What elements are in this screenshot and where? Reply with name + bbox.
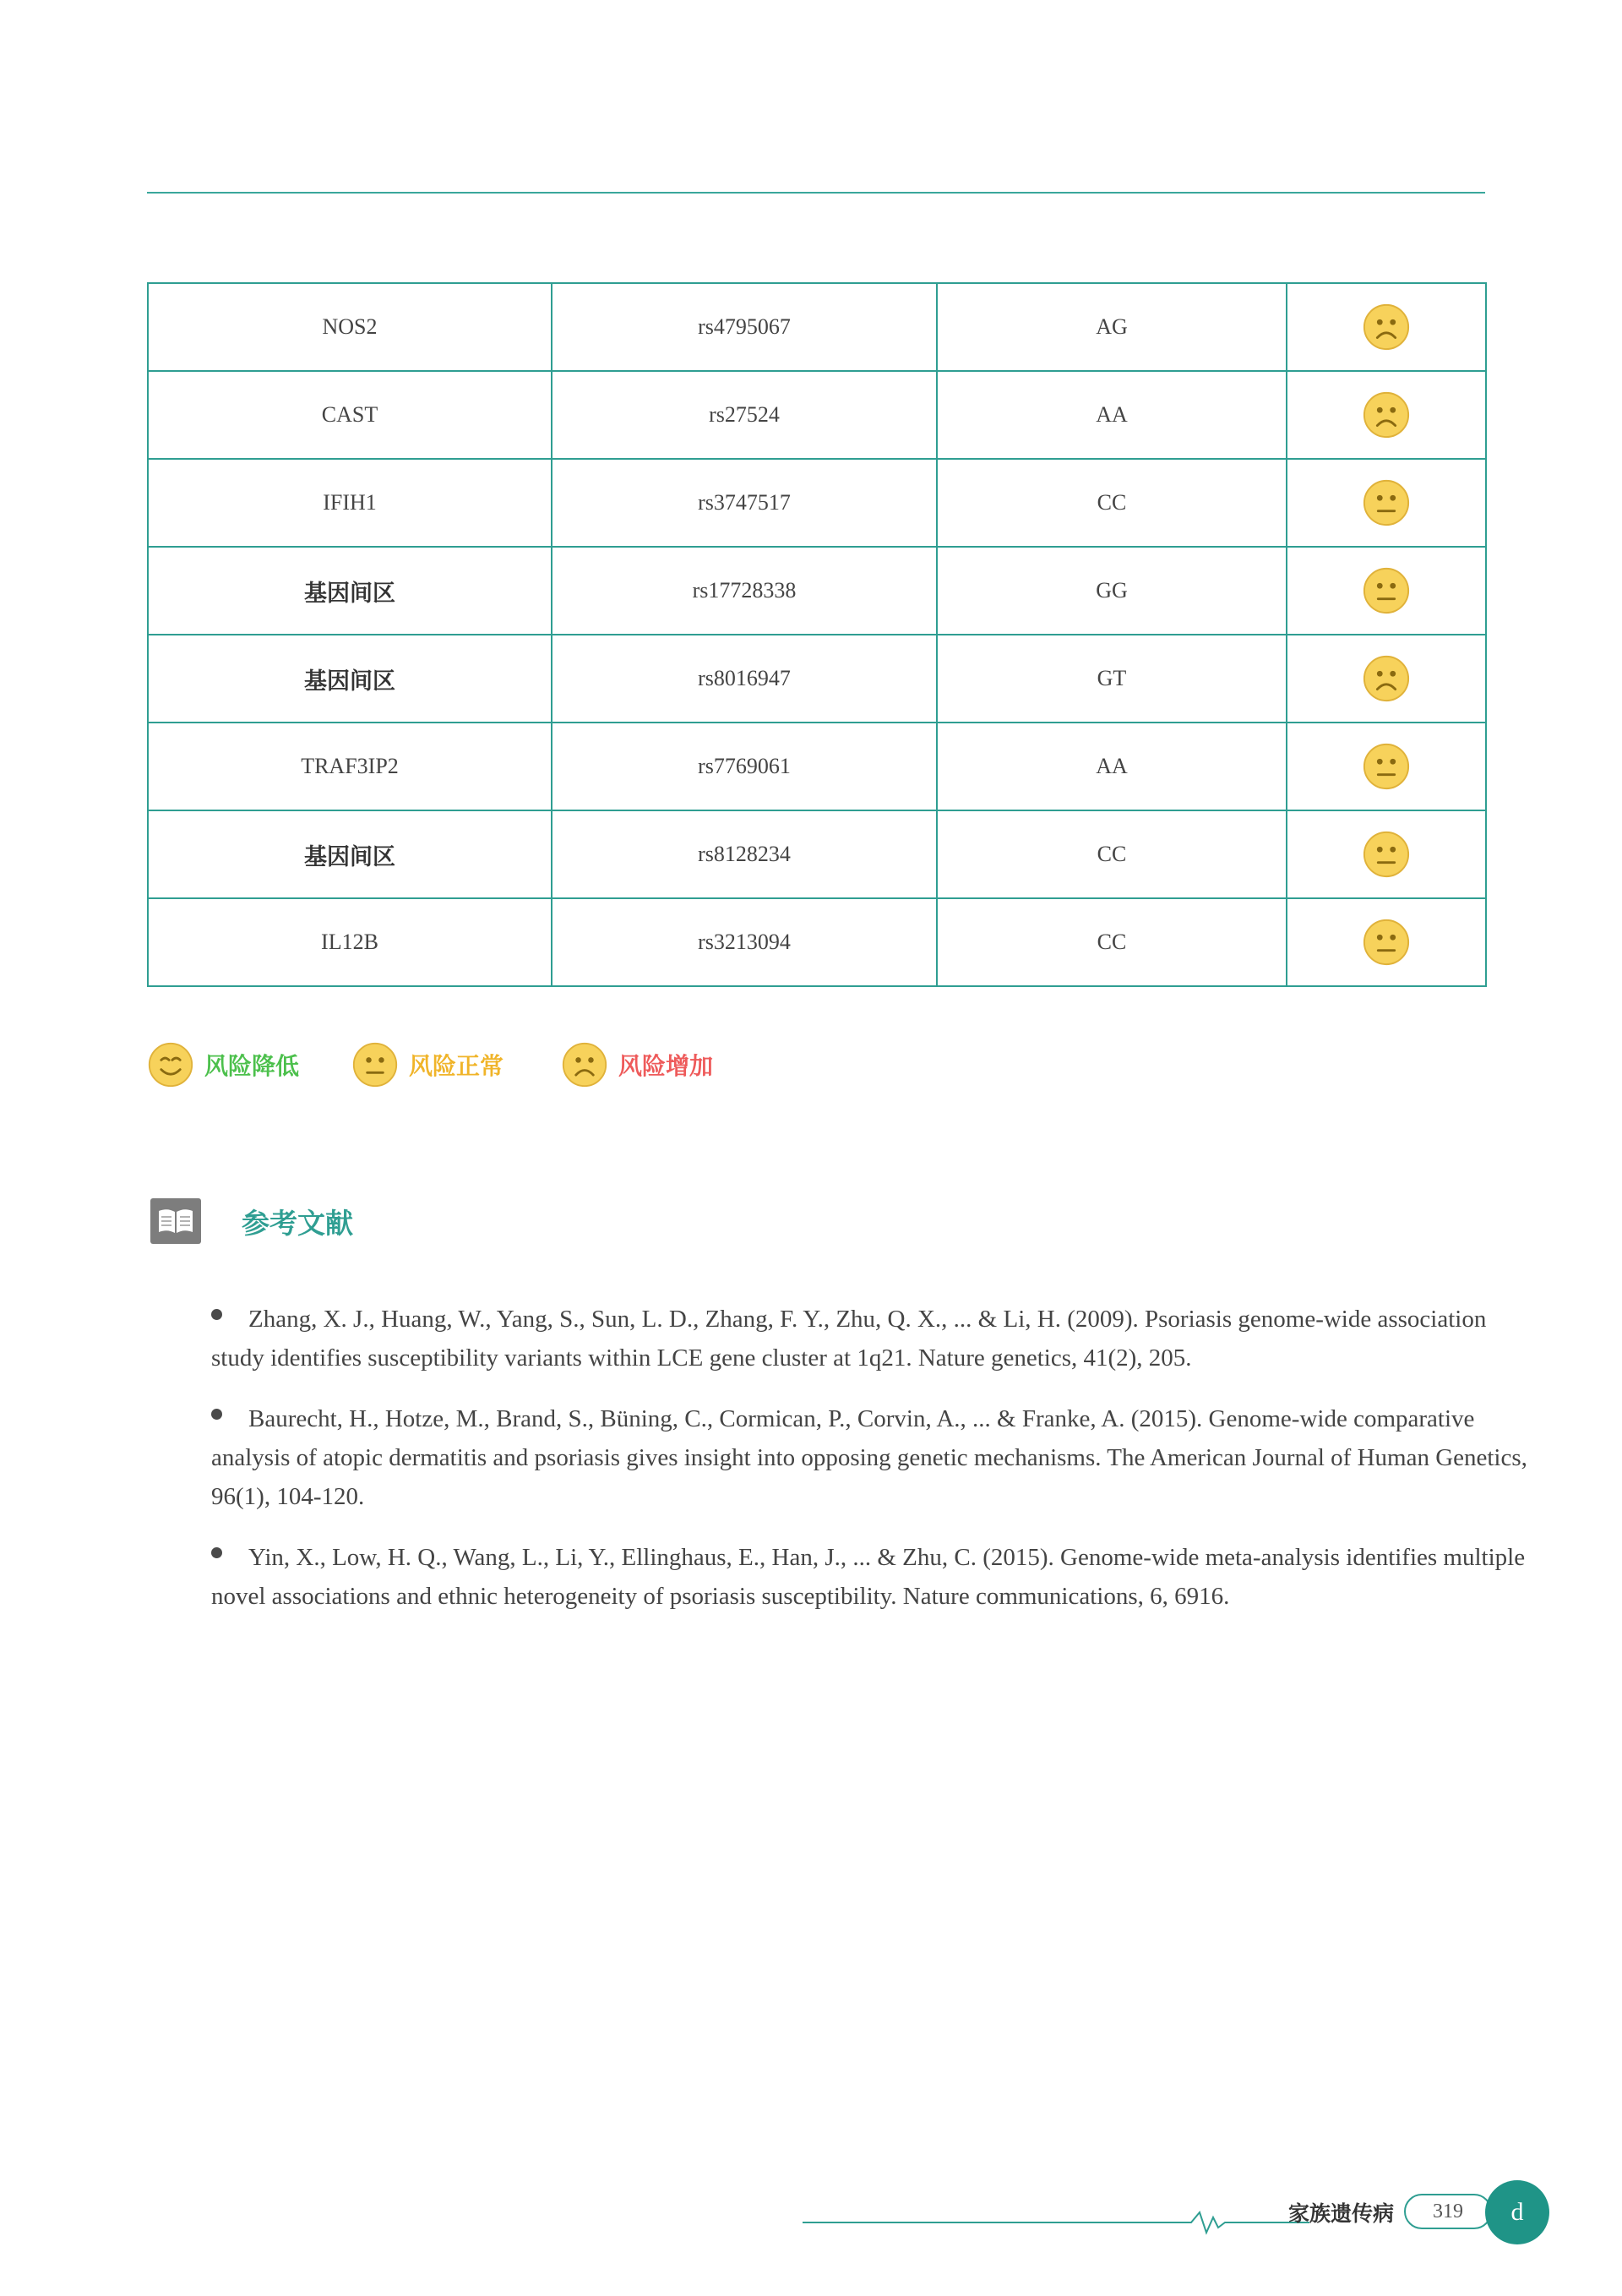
risk-cell bbox=[1287, 459, 1486, 547]
gene-cell: 基因间区 bbox=[148, 635, 552, 723]
bullet-icon bbox=[211, 1547, 222, 1558]
reference-item bbox=[211, 1538, 1538, 1616]
genotype-cell: CC bbox=[937, 898, 1287, 986]
sad-face-icon bbox=[1362, 303, 1411, 352]
sad-face-icon bbox=[1362, 390, 1411, 439]
header-rule bbox=[147, 192, 1485, 194]
genotype-cell: CC bbox=[937, 810, 1287, 898]
risk-cell bbox=[1287, 283, 1486, 371]
gene-cell: CAST bbox=[148, 371, 552, 459]
book-icon bbox=[150, 1198, 201, 1244]
snp-cell: rs8016947 bbox=[552, 635, 937, 723]
snp-cell: rs27524 bbox=[552, 371, 937, 459]
table-row bbox=[148, 547, 1486, 635]
neutral-face-icon bbox=[1362, 742, 1411, 791]
legend-label-decreased: 风险降低 bbox=[204, 1052, 300, 1080]
footer-pulse-line bbox=[803, 2206, 1309, 2239]
smile-face-icon bbox=[147, 1041, 194, 1088]
genotype-cell: AA bbox=[937, 371, 1287, 459]
table-row bbox=[148, 283, 1486, 371]
page-number: 319 bbox=[1404, 2194, 1492, 2229]
snp-cell: rs8128234 bbox=[552, 810, 937, 898]
risk-cell bbox=[1287, 810, 1486, 898]
bullet-icon bbox=[211, 1309, 222, 1320]
reference-item bbox=[211, 1399, 1538, 1516]
bullet-icon bbox=[211, 1409, 222, 1420]
genotype-cell: CC bbox=[937, 459, 1287, 547]
table-row bbox=[148, 635, 1486, 723]
risk-cell bbox=[1287, 547, 1486, 635]
genotype-cell: GG bbox=[937, 547, 1287, 635]
legend-item-increased bbox=[561, 1041, 713, 1088]
table-row bbox=[148, 810, 1486, 898]
gene-cell: 基因间区 bbox=[148, 547, 552, 635]
legend-label-normal: 风险正常 bbox=[409, 1052, 504, 1080]
neutral-face-icon bbox=[351, 1041, 399, 1088]
genotype-cell: AG bbox=[937, 283, 1287, 371]
legend-item-decreased bbox=[147, 1041, 299, 1088]
table-row bbox=[148, 371, 1486, 459]
gene-cell: IL12B bbox=[148, 898, 552, 986]
neutral-face-icon bbox=[1362, 566, 1411, 615]
gene-cell: 基因间区 bbox=[148, 810, 552, 898]
snp-cell: rs17728338 bbox=[552, 547, 937, 635]
neutral-face-icon bbox=[1362, 830, 1411, 879]
risk-cell bbox=[1287, 371, 1486, 459]
snp-cell: rs3213094 bbox=[552, 898, 937, 986]
gene-cell: TRAF3IP2 bbox=[148, 723, 552, 810]
table-row bbox=[148, 898, 1486, 986]
genotype-table bbox=[147, 282, 1487, 987]
snp-cell: rs4795067 bbox=[552, 283, 937, 371]
risk-cell bbox=[1287, 635, 1486, 723]
genotype-cell: GT bbox=[937, 635, 1287, 723]
snp-cell: rs7769061 bbox=[552, 723, 937, 810]
sad-face-icon bbox=[1362, 654, 1411, 703]
table-row bbox=[148, 723, 1486, 810]
table-row bbox=[148, 459, 1486, 547]
references-heading bbox=[150, 1198, 353, 1244]
genotype-cell: AA bbox=[937, 723, 1287, 810]
gene-cell: NOS2 bbox=[148, 283, 552, 371]
neutral-face-icon bbox=[1362, 918, 1411, 967]
risk-cell bbox=[1287, 723, 1486, 810]
gene-cell: IFIH1 bbox=[148, 459, 552, 547]
reference-text: Zhang, X. J., Huang, W., Yang, S., Sun, L. D., Zhang, F. Y., Zhu, Q. X., ... & Li, H. (2009). Psoriasis genome-wide association study identifies susceptibility variants within LCE gene cluster at 1q21. Nature genetics, 41(2), 205. bbox=[211, 1306, 1487, 1372]
references-title: 参考文献 bbox=[242, 1206, 353, 1240]
page-badge: d bbox=[1485, 2180, 1549, 2244]
reference-text: Baurecht, H., Hotze, M., Brand, S., Büning, C., Cormican, P., Corvin, A., ... & Franke, A. (2015). Genome-wide comparative analysis of atopic dermatitis and psoriasis gives insight into opposing genetic mechanisms. The American Journal of Human Genetics, 96(1), 104-120. bbox=[211, 1405, 1527, 1510]
sad-face-icon bbox=[561, 1041, 608, 1088]
reference-item bbox=[211, 1300, 1538, 1377]
reference-text: Yin, X., Low, H. Q., Wang, L., Li, Y., Ellinghaus, E., Han, J., ... & Zhu, C. (2015). Genome-wide meta-analysis identifies multiple novel associations and ethnic heterogeneity of psoriasis susceptibility. Nature communications, 6, 6916. bbox=[211, 1544, 1526, 1610]
footer-title: 家族遗传病 bbox=[1288, 2201, 1395, 2226]
reference-list bbox=[211, 1300, 1538, 1638]
snp-cell: rs3747517 bbox=[552, 459, 937, 547]
neutral-face-icon bbox=[1362, 478, 1411, 527]
risk-cell bbox=[1287, 898, 1486, 986]
legend-item-normal bbox=[351, 1041, 503, 1088]
legend-label-increased: 风险增加 bbox=[618, 1052, 714, 1080]
